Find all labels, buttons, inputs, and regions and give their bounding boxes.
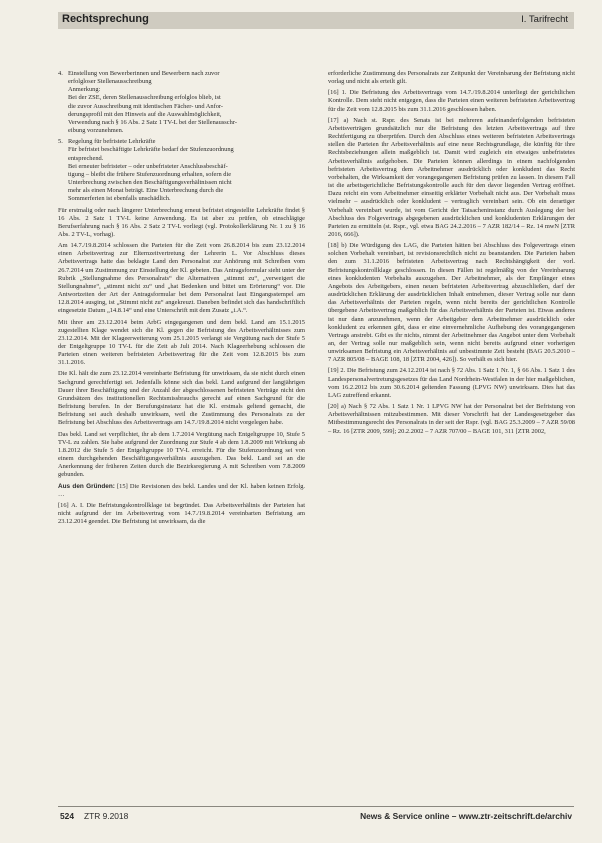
item-line: erfolgloser Stellenausschreibung: [68, 78, 152, 86]
item-line: Für befristet beschäftigte Lehrkräfte bedarf der Stufenzuordnung: [68, 146, 234, 154]
body-paragraph: [58, 502, 305, 526]
item-line: Regelung für befristete Lehrkräfte: [68, 138, 156, 146]
body-paragraph: Das bekl. Land sei verpflichtet, ihr ab dem 1.7.2014 Vergütung nach Entgeltgruppe 10, Stufe 5 TV-L zu zahlen. Sie habe aufgrund der Zuordnung zur Stufe 4 ab dem 1.8.2009 mit Wirkung ab 1.8.2012 die Stufe 5 der Entgeltgruppe 10 TV-L erreicht. Für die Stufenzuordnung sei von einem durchgehenden Beschäftigungsverhältnis auszugehen. Das bekl. Land sei an die Anerkennung der früheren Zeiten durch die Bezirksregierung A mit Schreiben vom 7.8.2009 gebunden.: [58, 430, 305, 479]
right-column: [328, 70, 575, 799]
body-paragraph: [19] 2. Die Befristung zum 24.12.2014 ist nach § 72 Abs. 1 Satz 1 Nr. 1, § 66 Abs. 1 Satz 1 des Landespersonalvertretungsgesetzes für das Land Nordrhein-Westfalen in der hier maßgeblichen, vom 16.2.2012 bis zum 30.6.2014 geltenden Fassung (LPVG NW) unwirksam. Dies hat das LAG zutreffend erkannt.: [328, 367, 575, 399]
list-item: [58, 138, 305, 203]
body-paragraph: [18] b) Die Würdigung des LAG, die Parteien hätten bei Abschluss des Folgevertrags einen solchen Vorbehalt vereinbart, ist revisionsrechtlich nicht zu beanstanden. Die Parteien haben den zum 31.1.2016 befristeten Arbeitsvertrag nach Rechtshängigkeit der vorl. Befristungskontrollklage geschlossen. In diesen Fällen ist regelmäßig von der Vereinbarung eines konkludenten Vorbehalts auszugehen. Der Arbeitnehmer, als der Empfänger eines Angebots des Arbeitgebers, einen neuen befristeten Arbeitsvertrag abzuschließen, darf der ausdrücklichen Erklärung der ausdrücklichen Inhalt entnehmen, dieser Vertrag solle nur dann das Arbeitsverhältnis der Parteien regeln, wenn nicht bereits der gerichtlichen Kontrolle übergebene Arbeitsvertrag maßgeblich für das Arbeitsverhältnis der Parteien ist. Etwas anderes ist nur dann anzunehmen, wenn der Arbeitgeber dem Arbeitnehmer ausdrücklich oder konkludent zu erkennen gibt, dass er eine einvernehmliche Aufhebung des vorangegangenen Vertrags anstrebt. Gibt es ihr nichts, nimmt der Arbeitnehmer das Angebot unter dem Vorbehalt an, der Vertrag solle nur maßgeblich sein, wenn nicht bereits aufgrund einer vorherigen unwirksamen Befristung ein Arbeitsverhältnis auf unbestimmte Zeit besteht (BAG 20.5.2010 – 7 AZR 805/08 – BAGE 108, 18 [ZTR 2004, 426]). So verhält es sich hier.: [328, 242, 575, 364]
section-title: Rechtsprechung: [62, 13, 149, 25]
body-paragraph: Die Kl. hält die zum 23.12.2014 vereinbarte Befristung für unwirksam, da sie nicht durch einen Sachgrund gerechtfertigt sei. Jedenfalls könne sich das bekl. Land aufgrund der langjährigen Dauer ihrer Beschäftigung und der Anzahl der abgeschlossenen befristeten Verträge nicht den Grundsätzen des institutionellen Rechtsmissbrauchs gerecht auf einen Sachgrund für die Befristung berufen. In der Berufungsinstanz hat die Kl. erstmals geltend gemacht, die Befristung sei auch deshalb unwirksam, weil die Zustimmung des Personalrats zu der Befristung bei Abschluss des Arbeitsvertrags am 14.7./19.8.2014 nicht vorgelegen habe.: [58, 370, 305, 427]
paragraph-number: [16]: [58, 501, 69, 509]
body-paragraph: erforderliche Zustimmung des Personalrats zur Zeitpunkt der Vereinbarung der Befristung nicht vorlag und nicht als erteilt gilt.: [328, 70, 575, 86]
body-paragraph: [17] a) Nach st. Rspr. des Senats ist bei mehreren aufeinanderfolgenden befristeten Arbeitsverträgen grundsätzlich nur die Befristung des letzten Arbeitsvertrags auf ihre Rechtfertigung zu überprüfen. Durch den Abschluss eines weiteren befristeten Arbeitsvertrags stellen die Parteien ihr Arbeitsverhältnis auf eine neue Rechtsgrundlage, die künftig für ihre Rechtsbeziehungen allein maßgeblich ist. Damit wird zugleich ein etwaiges unbefristetes Arbeitsverhältnis aufgehoben. Die Parteien können allerdings in einem nachfolgenden befristeten Arbeitsvertrag dem Arbeitnehmer ausdrücklich oder konkludent das Recht vorbehalten, die Wirksamkeit der vorangegangenen Befristung prüfen zu lassen. In diesem Fall ist die arbeitsgerichtliche Befristungskontrolle auch für den davor liegenden Vertrag eröffnet. Dazu reicht ein vom Arbeitnehmer einseitig erklärter Vorbehalt nicht aus. Der Vorbehalt muss vielmehr – ausdrücklich oder konkludent – vertraglich vereinbart sein. Ob ein derartiger Vorbehalt vereinbart wurde, ist vom Gericht der Tatsacheninstanz durch Auslegung der bei Abschluss des Folgevertrags abgegebenen ausdrücklichen und konkludenten Erklärungen der Parteien zu ermitteln (st. Rspr., vgl. etwa BAG 24.2.2016 – 7 AZR 182/14 – Rz. 14 mwN [ZTR 2016, 666]).: [328, 116, 575, 238]
body-paragraph: Am 14.7./19.8.2014 schlossen die Parteien für die Zeit vom 26.8.2014 bis zum 23.12.2014 einen Arbeitsvertrag zur Elternzeitvertretung der Lehrerin L. Vor Abschluss dieses Arbeitsvertrags hatte das beklagte Land den Personalrat zur Anhörung mit Schreiben vom 26.7.2014 um Zustimmung zur Einstellung der Kl. gebeten. Das Antragsformular sieht unter der Rubrik „Stellungnahme des Personalrats“ die Alternativen „stimmt zu“, „verweigert die Stellungnahme“, „stimmt nicht zu“ und „hat Bedenken und bittet um Erörterung“ vor. Die Antwortzeiten der Art der Antragsformular bei dem Personalrat laut Eingangsstempel am 12.8.2014 ausging, ist „Stimmt nicht zu“ angekreuzt. Daneben befindet sich das handschriftlich eingesetzte Datum „14.8.14“ und eine Unterschrift mit dem Zusatz „i.A.“.: [58, 242, 305, 315]
reasons-heading: Aus den Gründen:: [58, 482, 115, 490]
item-line: entsprechend.: [68, 154, 104, 162]
list-item: [58, 70, 305, 135]
item-line: Bei der ZSE, deren Stellenausschreibung erfolglos blieb, ist: [68, 94, 221, 102]
page-number: 524: [60, 811, 74, 821]
magazine-issue: ZTR 9.2018: [84, 811, 129, 821]
item-line: Verwendung nach § 16 Abs. 2 Satz 1 TV-L bei der Stellenausschr-: [68, 118, 237, 126]
left-column: [58, 70, 305, 799]
page-footer: [58, 806, 574, 823]
item-line: Anmerkung:: [68, 86, 101, 94]
reasons-paragraph: [58, 483, 305, 499]
website-link[interactable]: News & Service online – www.ztr-zeitschrift.de/archiv: [360, 811, 572, 821]
reasons-text: [15] Die Revisionen des bekl. Landes und der Kl. haben keinen Erfolg. …: [58, 482, 305, 498]
item-line: die zuvor Ausschreibung mit identischen Fächer- und Anfor-: [68, 102, 224, 110]
item-line: Bei erneuter befristeter – oder unbefristeter Anschlussbeschäf-: [68, 162, 228, 170]
paragraph-text: A. I. Die Befristungskontrollklage ist begründet. Das Arbeitsverhältnis der Parteien hat nicht aufgrund der im Arbeitsvertrag vom 14.7./19.8.2014 vereinbarten Befristung am 23.12.2014 geendet. Die Befristung ist unwirksam, da die: [58, 501, 305, 526]
body-paragraph: Für erstmalig oder nach längerer Unterbrechung erneut befristet eingestellte Lehrkräfte findet § 16 Abs. 2 Satz 1 TV-L keine Anwendung. Es ist aber zu prüfen, ob einschlägige Berufserfahrung nach § 16 Abs. 2 Satz 2 TV-L vorliegt (vgl. Protokollerklärung Nr. 1 zu § 16 Abs. 2 TV-L, vorhag).: [58, 206, 305, 238]
item-number: 5.: [58, 138, 63, 146]
item-number: 4.: [58, 70, 63, 77]
item-line: mehr als einen Monat beträgt. Eine Unterbrechung durch die: [68, 187, 224, 195]
item-line: Sommerferien ist ebenfalls unschädlich.: [68, 195, 171, 203]
body-paragraph: [20] a) Nach § 72 Abs. 1 Satz 1 Nr. 1 LPVG NW hat der Personalrat bei der Befristung von Arbeitsverhältnissen mitzubestimmen. Mit dieser Vorschrift hat der Landesgesetzgeber das Mitbestimmungsrecht des Personalrats in der seit der Rspr. (vgl. BAG 25.3.2009 – 7 AZR 59/08 – Rz. 16 [ZTR 2009, 599]; 20.2.2002 – 7 AZR 707/00 – BAGE 101, 311 [ZTR 2002,: [328, 403, 575, 435]
item-line: Unterbrechung zwischen den Beschäftigungsverhältnissen nicht: [68, 179, 232, 187]
item-line: derungsprofil mit den Hinweis auf die Auswahlmöglichkeit,: [68, 110, 222, 118]
body-paragraph: [16] 1. Die Befristung des Arbeitsvertrags vom 14.7./19.8.2014 unterliegt der gerichtlichen Kontrolle. Dem steht nicht entgegen, dass die Parteien einen weiteren befristeten Arbeitsvertrag für die Zeit vom 12.8.2015 bis zum 31.1.2016 geschlossen haben.: [328, 89, 575, 113]
category-label: I. Tarifrecht: [521, 14, 568, 25]
item-line: tigung – bleibt die frühere Stufenzuordnung erhalten, sofern die: [68, 170, 232, 178]
body-paragraph: Mit ihrer am 23.12.2014 beim ArbG eingegangenen und dem bekl. Land am 15.1.2015 zugestellten Klage wendet sich die Kl. gegen die Befristung des Arbeitsverhältnisses zum 23.12.2014. Mit der Klageerweiterung vom 25.1.2015 verlangt sie Vergütung nach der Stufe 5 der Entgeltgruppe 10 TV-L für die Zeit ab Juli 2014. Nach Klageerhebung schlossen die Parteien einen weiteren befristeten Arbeitsvertrag für die Zeit vom 12.8.2015 bis zum 31.1.2016.: [58, 318, 305, 367]
page-header: [58, 12, 574, 29]
item-line: eibung vorzunehmen.: [68, 127, 124, 135]
item-line: Einstellung von Bewerberinnen und Bewerbern nach zuvor: [68, 70, 220, 77]
